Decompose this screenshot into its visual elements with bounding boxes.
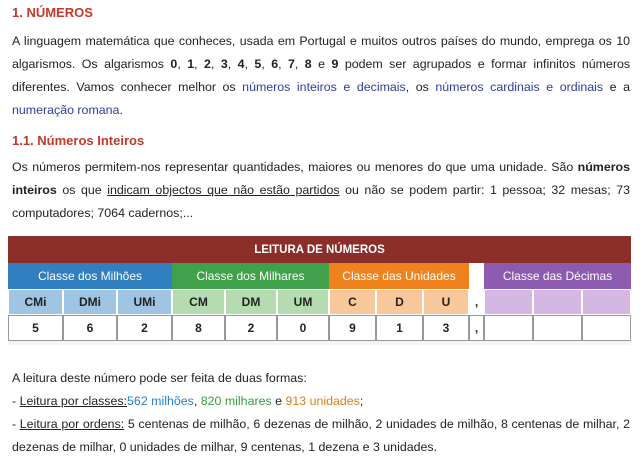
- classes-end: ;: [359, 394, 364, 408]
- digit-6: 6: [271, 57, 279, 71]
- digit-4: 4: [237, 57, 245, 71]
- value-comma: ,: [469, 315, 484, 341]
- digit-2: 2: [204, 57, 211, 71]
- digit-sep: ,: [244, 57, 255, 71]
- intro-text-1: A linguagem matemática que conheces, usada em Portugal e muitos outros países do mundo, emprega os 10 algarismos. Os algarismos: [12, 34, 630, 71]
- class-milhoes: Classe dos Milhões: [8, 263, 172, 289]
- header-um: UM: [277, 289, 329, 315]
- link-numeracao-romana[interactable]: numeração romana: [12, 103, 120, 117]
- inteiros-paragraph: [12, 156, 630, 225]
- intro-text-4: e a: [603, 80, 630, 94]
- class-milhares: Classe dos Milhares: [172, 263, 329, 289]
- reading-by-classes: [12, 390, 630, 413]
- value-dm: 2: [225, 315, 277, 341]
- classes-unidades-value: 913 unidades: [285, 394, 360, 408]
- intro-paragraph: [12, 30, 630, 122]
- digit-sep-e: e: [311, 57, 332, 71]
- value-dec-3: [582, 315, 631, 341]
- digit-sep: ,: [177, 57, 188, 71]
- value-dec-2: [533, 315, 582, 341]
- header-cm: CM: [172, 289, 225, 315]
- digit-8: 8: [304, 57, 312, 71]
- classes-milhares-value: 820 milhares: [200, 394, 272, 408]
- value-u: 3: [423, 315, 469, 341]
- header-comma: ,: [474, 295, 479, 309]
- digit-5: 5: [254, 57, 262, 71]
- header-dmi: DMi: [63, 289, 117, 315]
- header-dec-2: [533, 289, 582, 315]
- digit-sep: ,: [261, 57, 272, 71]
- value-um: 0: [277, 315, 329, 341]
- heading-numeros-inteiros: 1.1. Números Inteiros: [12, 133, 145, 148]
- value-umi: 2: [117, 315, 172, 341]
- intro-text-5: .: [119, 103, 123, 117]
- table-title: LEITURA DE NÚMEROS: [8, 236, 631, 263]
- classes-label: Leitura por classes:: [19, 394, 128, 408]
- value-d: 1: [376, 315, 423, 341]
- digit-sep: ,: [294, 57, 305, 71]
- digit-sep: ,: [210, 57, 221, 71]
- value-dmi: 6: [63, 315, 117, 341]
- digit-1: 1: [187, 57, 195, 71]
- inteiros-bold: números inteiros: [12, 160, 630, 197]
- header-dec-3: [582, 289, 631, 315]
- digit-sep: ,: [194, 57, 205, 71]
- inteiros-text-3: ou não se podem partir: 1 pessoa; 32 mesas; 73 computadores; 7064 cadernos;...: [12, 183, 630, 220]
- heading-numeros: 1. NÚMEROS: [12, 5, 93, 20]
- dash: -: [12, 394, 20, 408]
- reading-paragraph: [12, 367, 630, 459]
- orders-label: Leitura por ordens:: [19, 417, 125, 431]
- value-dec-1: [484, 315, 533, 341]
- link-inteiros-decimais[interactable]: números inteiros e decimais: [242, 80, 406, 94]
- classes-milhoes-value: 562 milhões: [127, 394, 194, 408]
- classes-sep: ,: [193, 394, 201, 408]
- table-bottom-strip: [8, 341, 631, 345]
- reading-by-orders: [12, 413, 630, 459]
- header-cmi: CMi: [8, 289, 63, 315]
- header-dm: DM: [225, 289, 277, 315]
- value-cm: 8: [172, 315, 225, 341]
- intro-text-3: , os: [405, 80, 436, 94]
- reading-intro: A leitura deste número pode ser feita de duas formas:: [12, 371, 307, 385]
- value-c: 9: [329, 315, 376, 341]
- digit-sep: ,: [227, 57, 238, 71]
- class-unidades: Classe das Unidades: [329, 263, 469, 289]
- digit-3: 3: [220, 57, 228, 71]
- inteiros-text-2: os que: [56, 183, 108, 197]
- header-c: C: [329, 289, 376, 315]
- digit-0: 0: [170, 57, 178, 71]
- inteiros-text-1: Os números permitem-nos representar quantidades, maiores ou menores do que uma unidade. São: [12, 160, 578, 174]
- classes-sep-e: e: [271, 394, 286, 408]
- orders-text: 5 centenas de milhão, 6 dezenas de milhão, 2 unidades de milhão, 8 centenas de milhar, 2 dezenas de milhar, 0 unidades de milhar, 9 centenas, 1 dezena e 3 unidades.: [12, 417, 630, 454]
- digit-7: 7: [288, 57, 295, 71]
- header-u: U: [423, 289, 469, 315]
- link-cardinais-ordinais[interactable]: números cardinais e ordinais: [435, 80, 604, 94]
- header-dec-1: [484, 289, 533, 315]
- dash: -: [12, 417, 20, 431]
- digit-sep: ,: [278, 57, 288, 71]
- value-cmi: 5: [8, 315, 63, 341]
- intro-text-2: podem ser agrupados e formar infinitos números diferentes. Vamos conhecer melhor os: [12, 57, 631, 94]
- header-umi: UMi: [117, 289, 172, 315]
- class-decimas: Classe das Décimas: [484, 263, 631, 289]
- comma-column-gap: [469, 263, 484, 289]
- digit-9: 9: [331, 57, 339, 71]
- inteiros-underlined: indicam objectos que não estão partidos: [107, 183, 340, 197]
- header-d: D: [376, 289, 423, 315]
